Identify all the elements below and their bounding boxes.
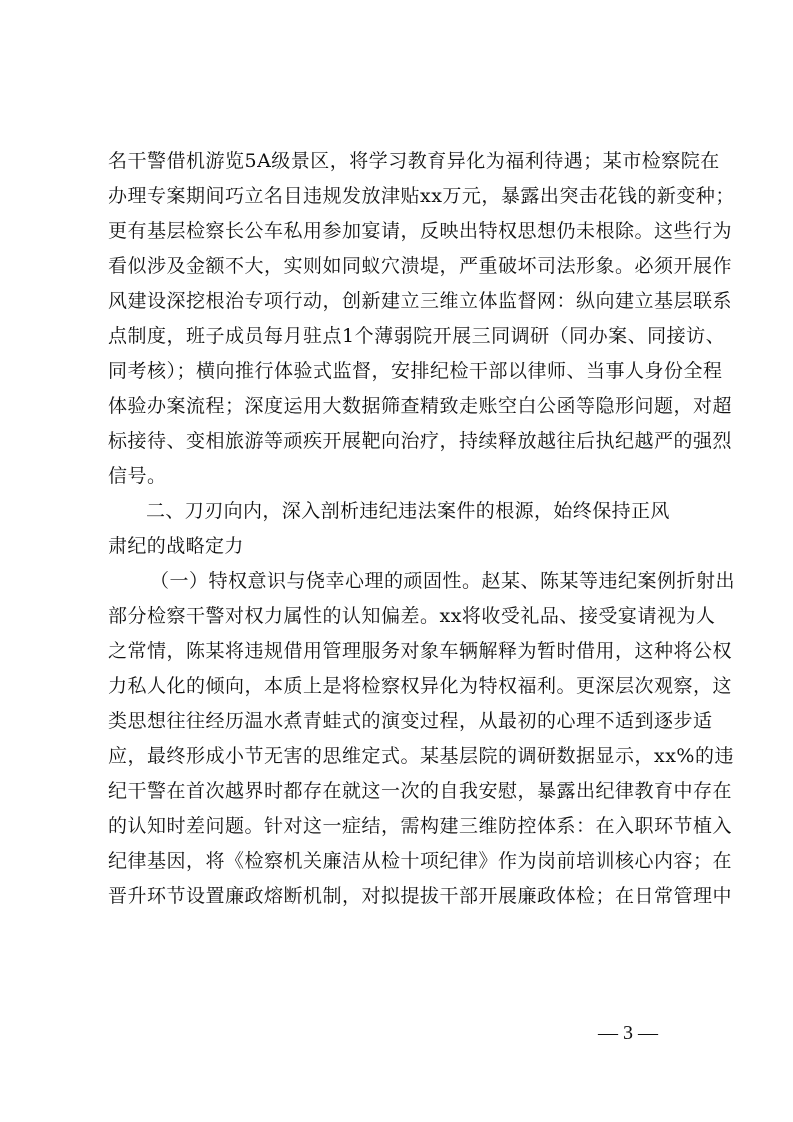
text-line: 同考核）；横向推行体验式监督，安排纪检干部以律师、当事人身份全程 <box>108 360 723 382</box>
text-line: 的认知时差问题。针对这一症结，需构建三维防控体系：在入职环节植入 <box>108 815 733 837</box>
text-line: 力私人化的倾向，本质上是将检察权异化为特权福利。更深层次观察，这 <box>108 675 733 697</box>
text-line: 点制度，班子成员每月驻点1个薄弱院开展三同调研（同办案、同接访、 <box>108 325 726 347</box>
text-line <box>108 564 736 599</box>
heading-line: 二、刀刃向内，深入剖析违纪违法案件的根源，始终保持正风 <box>146 500 670 522</box>
text-line: 看似涉及金额不大，实则如同蚁穴溃堤，严重破坏司法形象。必须开展作 <box>108 255 733 277</box>
text-line: 办理专案期间巧立名目违规发放津贴xx万元，暴露出突击花钱的新变种； <box>108 185 735 207</box>
text-line: 纪律基因，将《检察机关廉洁从检十项纪律》作为岗前培训核心内容；在 <box>108 850 733 872</box>
text-line: 信号。 <box>108 465 167 487</box>
heading-line: 肃纪的战略定力 <box>108 535 244 557</box>
subheading: （一）特权意识与侥幸心理的顽固性。 <box>150 570 482 592</box>
page-number: — 3 — <box>598 1022 658 1044</box>
text-line: 部分检察干警对权力属性的认知偏差。xx将收受礼品、接受宴请视为人 <box>108 605 716 627</box>
subheading-rest: 赵某、陈某等违纪案例折射出 <box>481 570 736 592</box>
text-line: 名干警借机游览5A级景区，将学习教育异化为福利待遇；某市检察院在 <box>108 150 720 172</box>
text-line: 体验办案流程；深度运用大数据筛查精致走账空白公函等隐形问题，对超 <box>108 395 733 417</box>
body-text <box>108 144 736 914</box>
paragraph-1 <box>108 144 735 494</box>
text-line: 更有基层检察长公车私用参加宴请，反映出特权思想仍未根除。这些行为 <box>108 220 733 242</box>
text-line: 纪干警在首次越界时都存在就这一次的自我安慰，暴露出纪律教育中存在 <box>108 780 733 802</box>
text-line: 风建设深挖根治专项行动，创新建立三维立体监督网：纵向建立基层联系 <box>108 290 733 312</box>
text-line: 标接待、变相旅游等顽疾开展靶向治疗，持续释放越往后执纪越严的强烈 <box>108 430 733 452</box>
text-line: 之常情，陈某将违规借用管理服务对象车辆解释为暂时借用，这种将公权 <box>108 640 733 662</box>
paragraph-2 <box>108 564 736 914</box>
text-line: 应，最终形成小节无害的思维定式。某基层院的调研数据显示，xx%的违 <box>108 745 734 767</box>
section-heading <box>108 494 694 564</box>
text-line: 类思想往往经历温水煮青蛙式的演变过程，从最初的心理不适到逐步适 <box>108 710 713 732</box>
text-line: 晋升环节设置廉政熔断机制，对拟提拔干部开展廉政体检；在日常管理中 <box>108 885 733 907</box>
